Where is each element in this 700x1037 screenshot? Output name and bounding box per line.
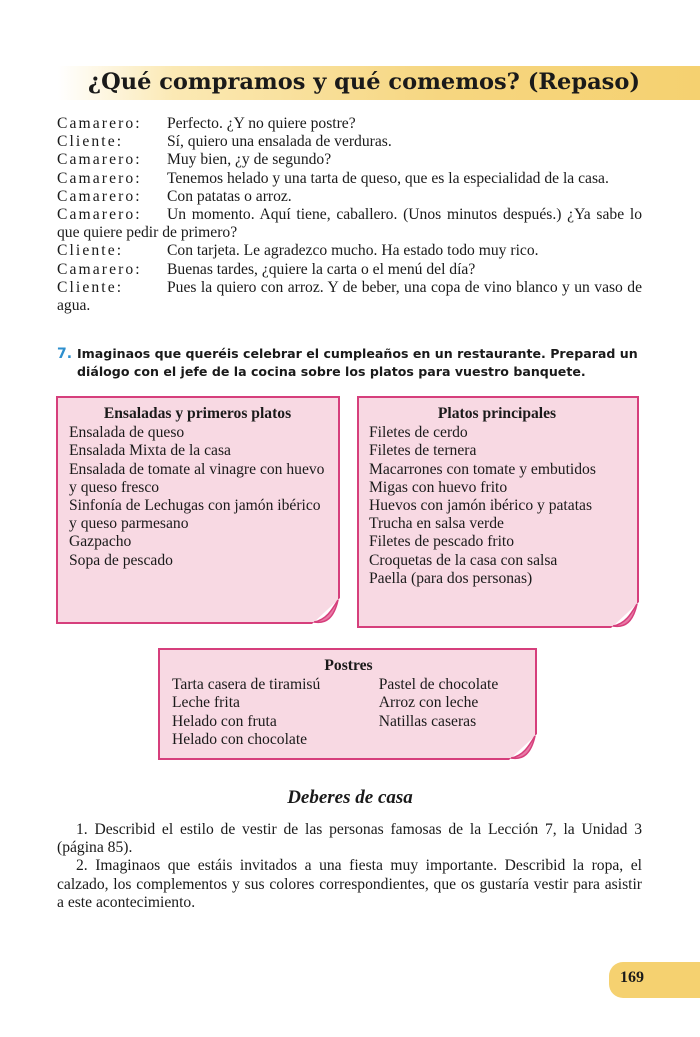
dialogue-line — [57, 279, 642, 315]
menu-box-title: Platos principales — [437, 405, 557, 422]
line-text: Tenemos helado y una tarta de queso, que es la especialidad de la casa. — [167, 169, 609, 187]
menu-item: Paella (para dos personas) — [369, 569, 533, 587]
dialogue-line — [57, 170, 642, 188]
menu-item: Tarta casera de tiramisú — [172, 676, 321, 694]
menu-item: Macarrones con tomate y embutidos — [369, 460, 596, 478]
page-curl-icon — [509, 734, 537, 760]
menu-item: Leche frita — [172, 694, 240, 712]
menu-box-mains — [357, 396, 639, 628]
menu-item: Arroz con leche — [378, 694, 479, 712]
homework — [57, 821, 642, 912]
dialogue-line — [57, 261, 642, 279]
speaker: Camarero: — [57, 169, 142, 187]
speaker: Cliente: — [57, 278, 124, 296]
menu-item: Helado con chocolate — [172, 730, 308, 748]
dessert-columns — [172, 676, 525, 749]
page-curl-icon — [312, 598, 340, 624]
dialogue — [57, 115, 642, 315]
menu-item: Filetes de ternera — [369, 442, 477, 460]
homework-item: 2. Imaginaos que estáis invitados a una fiesta muy importante. Describid la ropa, el calzado, los complementos y sus colores correspondientes, que os gustaría vestir para asistir a este acontecimiento. — [57, 857, 642, 911]
line-text: Muy bien, ¿y de segundo? — [167, 151, 332, 169]
dessert-column-2 — [379, 676, 525, 749]
menu-item: Trucha en salsa verde — [369, 515, 504, 533]
menu-item: Migas con huevo frito — [369, 478, 508, 496]
homework-title: Deberes de casa — [287, 787, 413, 808]
page-curl-icon — [611, 602, 639, 628]
dialogue-line — [57, 133, 642, 151]
dessert-column-1 — [172, 676, 379, 749]
line-text: Un momento. Aquí tiene, caballero. (Unos minutos después.) ¿Ya sabe lo que quiere pedir de primero? — [57, 206, 642, 242]
line-text: Sí, quiero una ensalada de verduras. — [167, 133, 392, 151]
menu-list — [69, 424, 326, 570]
speaker: Camarero: — [57, 260, 142, 278]
speaker: Camarero: — [57, 187, 142, 205]
menu-item: y queso fresco — [69, 478, 160, 496]
line-text: Pues la quiero con arroz. Y de beber, una copa de vino blanco y un vaso de agua. — [57, 278, 642, 315]
page-title: ¿Qué compramos y qué comemos? (Repaso) — [87, 69, 640, 95]
dialogue-line — [57, 206, 642, 242]
menu-item: Gazpacho — [69, 533, 132, 551]
speaker: Cliente: — [57, 133, 124, 151]
dialogue-line — [57, 151, 642, 169]
homework-item: 1. Describid el estilo de vestir de las personas famosas de la Lección 7, la Unidad 3 (página 85). — [57, 821, 642, 857]
menu-item: Ensalada de queso — [69, 424, 185, 442]
menu-item: Filetes de pescado frito — [369, 533, 515, 551]
line-text: Perfecto. ¿Y no quiere postre? — [167, 115, 356, 132]
menu-item: Croquetas de la casa con salsa — [369, 551, 558, 569]
menu-item: Sinfonía de Lechugas con jamón ibérico — [69, 497, 321, 515]
task-number: 7. — [57, 346, 73, 362]
dialogue-line — [57, 115, 642, 133]
speaker: Cliente: — [57, 242, 124, 260]
line-text: Con tarjeta. Le agradezco mucho. Ha estado todo muy rico. — [167, 242, 539, 260]
speaker: Camarero: — [57, 151, 142, 169]
task-text: Imaginaos que queréis celebrar el cumpleaños en un restaurante. Preparad un diálogo con el jefe de la cocina sobre los platos para vuestro banquete. — [77, 346, 638, 379]
menu-item: Helado con fruta — [172, 712, 277, 730]
menu-item: Ensalada de tomate al vinagre con huevo — [69, 460, 325, 478]
menu-item: y queso parmesano — [69, 515, 189, 533]
menu-box-starters — [56, 396, 340, 624]
line-text: Buenas tardes, ¿quiere la carta o el menú del día? — [167, 260, 476, 278]
menu-item: Ensalada Mixta de la casa — [69, 442, 231, 460]
menu-item: Sopa de pescado — [69, 551, 173, 569]
dialogue-line — [57, 242, 642, 260]
menu-list — [369, 424, 625, 588]
task-7 — [57, 345, 642, 381]
line-text: Con patatas o arroz. — [167, 187, 292, 205]
menu-item: Pastel de chocolate — [378, 676, 499, 694]
dialogue-line — [57, 188, 642, 206]
menu-item: Huevos con jamón ibérico y patatas — [369, 497, 593, 515]
menu-box-title: Postres — [324, 657, 373, 674]
menu-item: Natillas caseras — [378, 712, 477, 730]
menu-item: Filetes de cerdo — [369, 424, 468, 442]
speaker: Camarero: — [57, 115, 142, 132]
menu-box-title: Ensaladas y primeros platos — [103, 405, 292, 422]
menu-box-desserts — [158, 648, 537, 760]
page-number: 169 — [620, 969, 644, 986]
speaker: Camarero: — [57, 206, 142, 224]
